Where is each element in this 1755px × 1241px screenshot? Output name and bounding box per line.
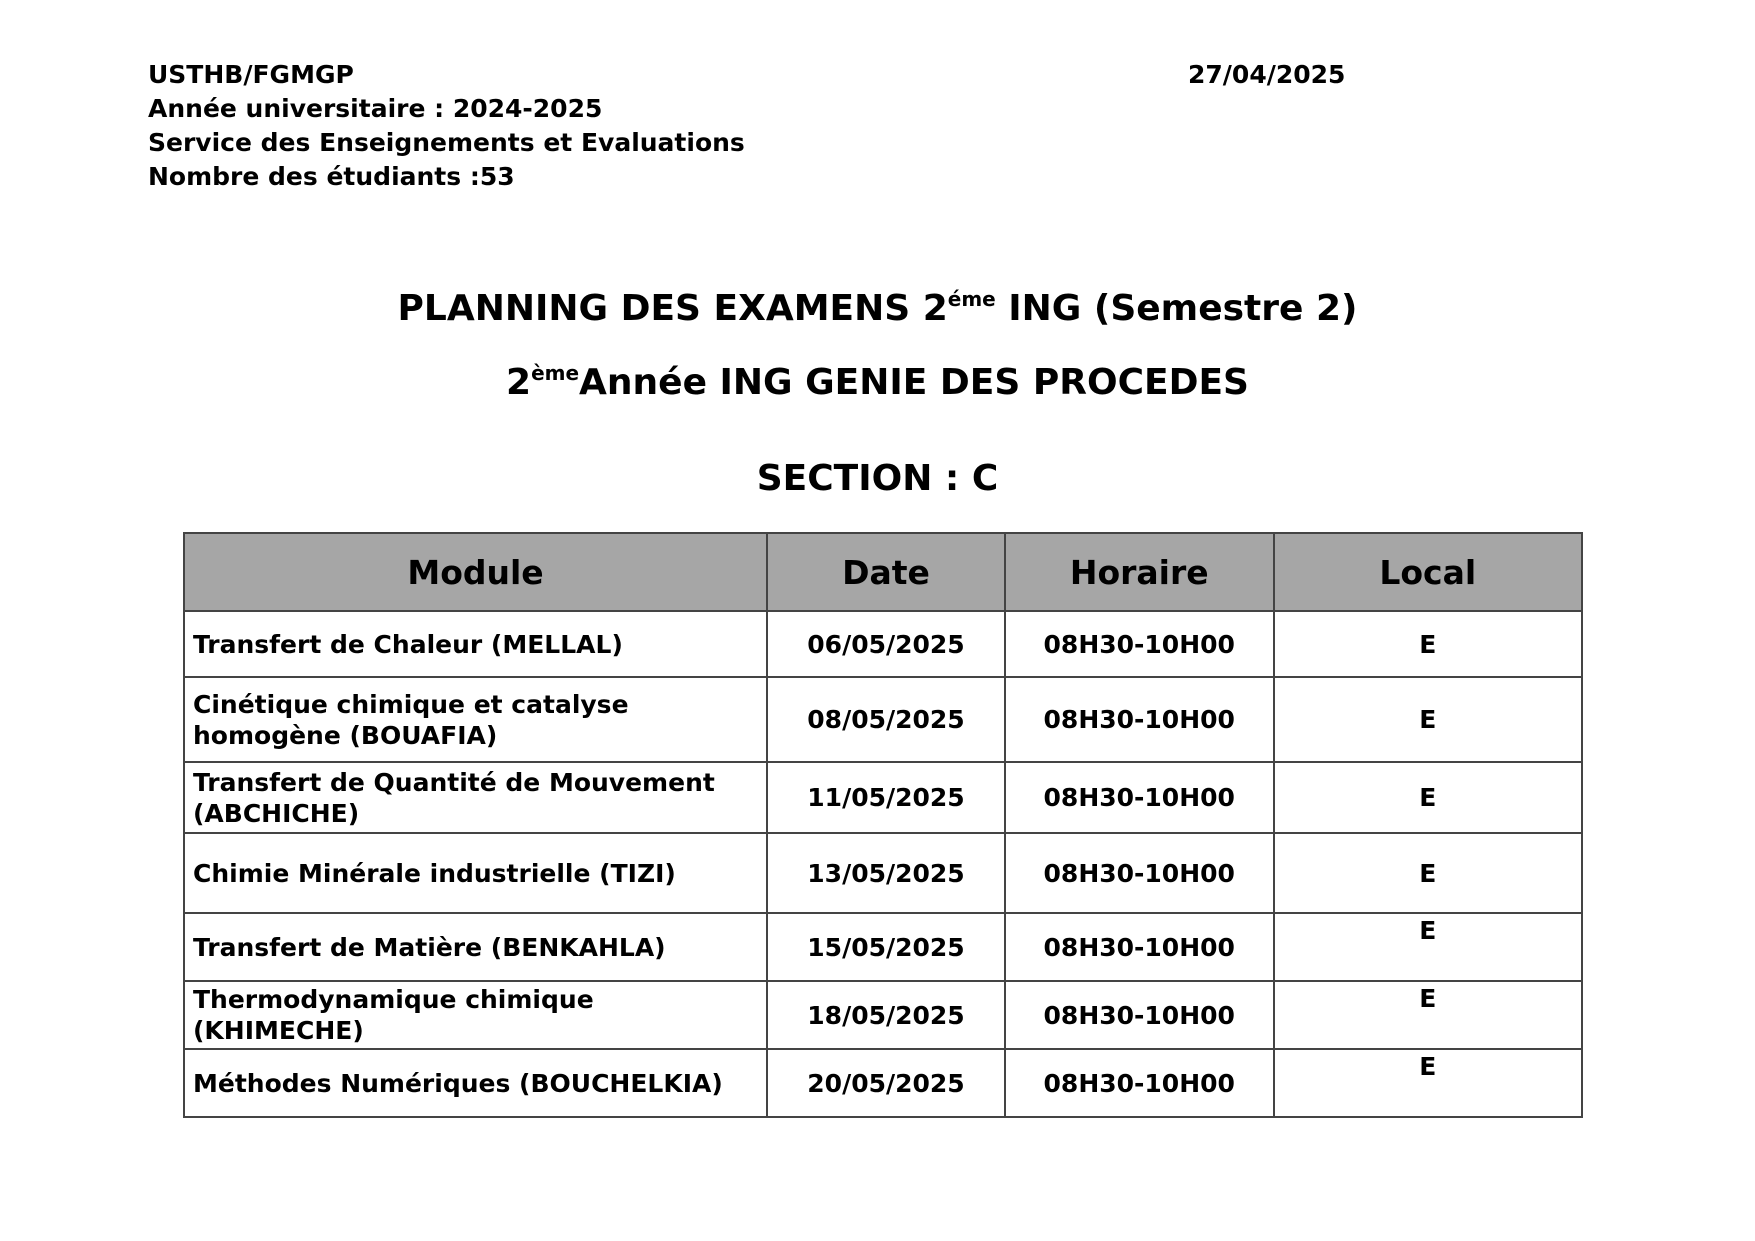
exam-schedule-table [183, 532, 1583, 1118]
cell-date: 15/05/2025 [767, 913, 1005, 981]
cell-local: E [1274, 913, 1582, 981]
cell-module: Thermodynamique chimique (KHIMECHE) [184, 981, 767, 1049]
title-suffix: ING (Semestre 2) [995, 288, 1358, 329]
cell-time: 08H30-10H00 [1005, 762, 1274, 833]
cell-date: 11/05/2025 [767, 762, 1005, 833]
column-header-time: Horaire [1005, 533, 1274, 611]
cell-time: 08H30-10H00 [1005, 913, 1274, 981]
table-row [184, 1049, 1582, 1117]
page-title [0, 288, 1755, 329]
table-row [184, 833, 1582, 913]
subtitle-suffix: Année ING GENIE DES PROCEDES [579, 362, 1249, 403]
page-subtitle [0, 362, 1755, 403]
cell-time: 08H30-10H00 [1005, 611, 1274, 677]
cell-module: Transfert de Matière (BENKAHLA) [184, 913, 767, 981]
table-row [184, 913, 1582, 981]
cell-local: E [1274, 1049, 1582, 1117]
column-header-date: Date [767, 533, 1005, 611]
cell-module: Transfert de Chaleur (MELLAL) [184, 611, 767, 677]
institution-name: USTHB/FGMGP [148, 60, 354, 89]
cell-module: Transfert de Quantité de Mouvement (ABCHICHE) [184, 762, 767, 833]
table-row [184, 762, 1582, 833]
document-date: 27/04/2025 [1188, 60, 1346, 89]
cell-module: Cinétique chimique et catalyse homogène (BOUAFIA) [184, 677, 767, 762]
subtitle-prefix: 2 [506, 362, 532, 403]
cell-module: Chimie Minérale industrielle (TIZI) [184, 833, 767, 913]
table-row [184, 611, 1582, 677]
cell-local: E [1274, 677, 1582, 762]
cell-date: 18/05/2025 [767, 981, 1005, 1049]
table-row [184, 981, 1582, 1049]
cell-local: E [1274, 762, 1582, 833]
cell-module: Méthodes Numériques (BOUCHELKIA) [184, 1049, 767, 1117]
column-header-local: Local [1274, 533, 1582, 611]
table-header-row [184, 533, 1582, 611]
academic-year: Année universitaire : 2024-2025 [148, 94, 603, 123]
document-header [148, 58, 745, 194]
cell-local: E [1274, 833, 1582, 913]
cell-date: 13/05/2025 [767, 833, 1005, 913]
table-row [184, 677, 1582, 762]
column-header-module: Module [184, 533, 767, 611]
cell-local: E [1274, 981, 1582, 1049]
cell-time: 08H30-10H00 [1005, 981, 1274, 1049]
cell-date: 20/05/2025 [767, 1049, 1005, 1117]
title-superscript: éme [947, 287, 996, 311]
cell-local: E [1274, 611, 1582, 677]
cell-date: 06/05/2025 [767, 611, 1005, 677]
cell-time: 08H30-10H00 [1005, 1049, 1274, 1117]
cell-time: 08H30-10H00 [1005, 677, 1274, 762]
cell-date: 08/05/2025 [767, 677, 1005, 762]
title-prefix: PLANNING DES EXAMENS 2 [397, 288, 948, 329]
subtitle-superscript: ème [531, 361, 580, 385]
section-title: SECTION : C [756, 458, 999, 499]
service-name: Service des Enseignements et Evaluations [148, 128, 745, 157]
cell-time: 08H30-10H00 [1005, 833, 1274, 913]
student-count: Nombre des étudiants :53 [148, 162, 515, 191]
